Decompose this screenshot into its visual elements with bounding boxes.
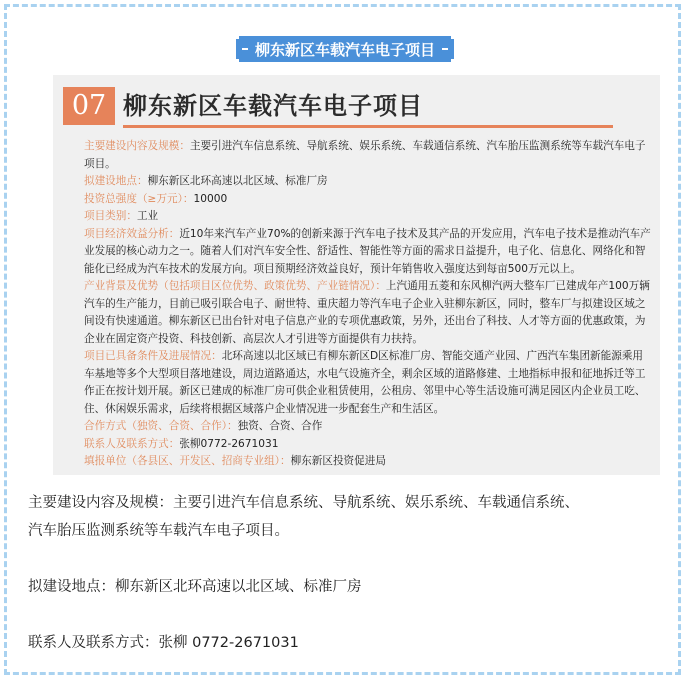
project-card bbox=[53, 75, 660, 475]
project-number: 07 bbox=[63, 87, 115, 125]
summary-line: 主要建设内容及规模：主要引进汽车信息系统、导航系统、娱乐系统、车载通信系统、 bbox=[28, 495, 579, 511]
detail-row: 拟建设地点：柳东新区北环高速以北区域、标准厂房 bbox=[84, 175, 328, 187]
project-details bbox=[61, 138, 653, 471]
detail-row: 项目类别：工业 bbox=[84, 210, 159, 222]
detail-row: 项目已具备条件及进展情况：北环高速以北区域已有柳东新区D区标准厂房、智能交通产业园、广西汽车集团新能源乘用车基地等多个大型项目落地建设，周边道路通达，水电气设施齐全，剩余区域的道路修建、土地指标申报和征地拆迁等工作正在按计划开展。新区已建成的标准厂房可供企业租赁使用，公租房、邻里中心等生活设施可满足园区内企业员工吃、住、休闲娱乐需求，后续将根据区域落户企业情况进一步配套生产和生活区。 bbox=[84, 350, 646, 415]
detail-row: 填报单位（各县区、开发区、招商专业组）：柳东新区投资促进局 bbox=[84, 455, 386, 467]
detail-row: 投资总强度（≥万元）：10000 bbox=[84, 192, 228, 205]
detail-row: 项目经济效益分析：近10年来汽车产业70%的创新来源于汽车电子技术及其产品的开发应用，汽车电子技术是推动汽车产业发展的核心动力之一。随着人们对汽车安全性、舒适性、智能性等方面的需求日益提升，电子化、信息化、网络化和智能化已经成为汽车技术的发展方向。项目预期经济效益良好，预计年销售收入强度达到每亩500万元以上。 bbox=[84, 227, 651, 275]
detail-row: 产业背景及优势（包括项目区位优势、政策优势、产业链情况）：上汽通用五菱和东风柳汽两大整车厂已建成年产100万辆汽车的生产能力，目前已吸引联合电子、耐世特、重庆超力等汽车电子企业入驻柳东新区，同时，整车厂与拟建设区域之间设有快速通道。柳东新区已出台针对电子信息产业的专项优惠政策，另外，还出台了科技、人才等方面的优惠政策，为企业在固定资产投资、科技创新、高层次人才引进等方面提供有力扶持。 bbox=[84, 280, 650, 345]
project-heading: 柳东新区车载汽车电子项目 bbox=[123, 87, 613, 128]
detail-row: 合作方式（独资、合资、合作）：独资、合资、合作 bbox=[84, 420, 323, 432]
summary-line: 拟建设地点：柳东新区北环高速以北区域、标准厂房 bbox=[28, 579, 362, 595]
summary-line: 汽车胎压监测系统等车载汽车电子项目。 bbox=[28, 523, 289, 539]
banner-title: 柳东新区车载汽车电子项目 bbox=[254, 41, 435, 59]
detail-row: 联系人及联系方式：张柳0772-2671031 bbox=[84, 437, 279, 450]
title-banner bbox=[236, 36, 454, 62]
summary-line: 联系人及联系方式：张柳 0772-2671031 bbox=[28, 635, 299, 651]
detail-row: 主要建设内容及规模：主要引进汽车信息系统、导航系统、娱乐系统、车载通信系统、汽车胎压监测系统等车载汽车电子项目。 bbox=[84, 140, 646, 170]
